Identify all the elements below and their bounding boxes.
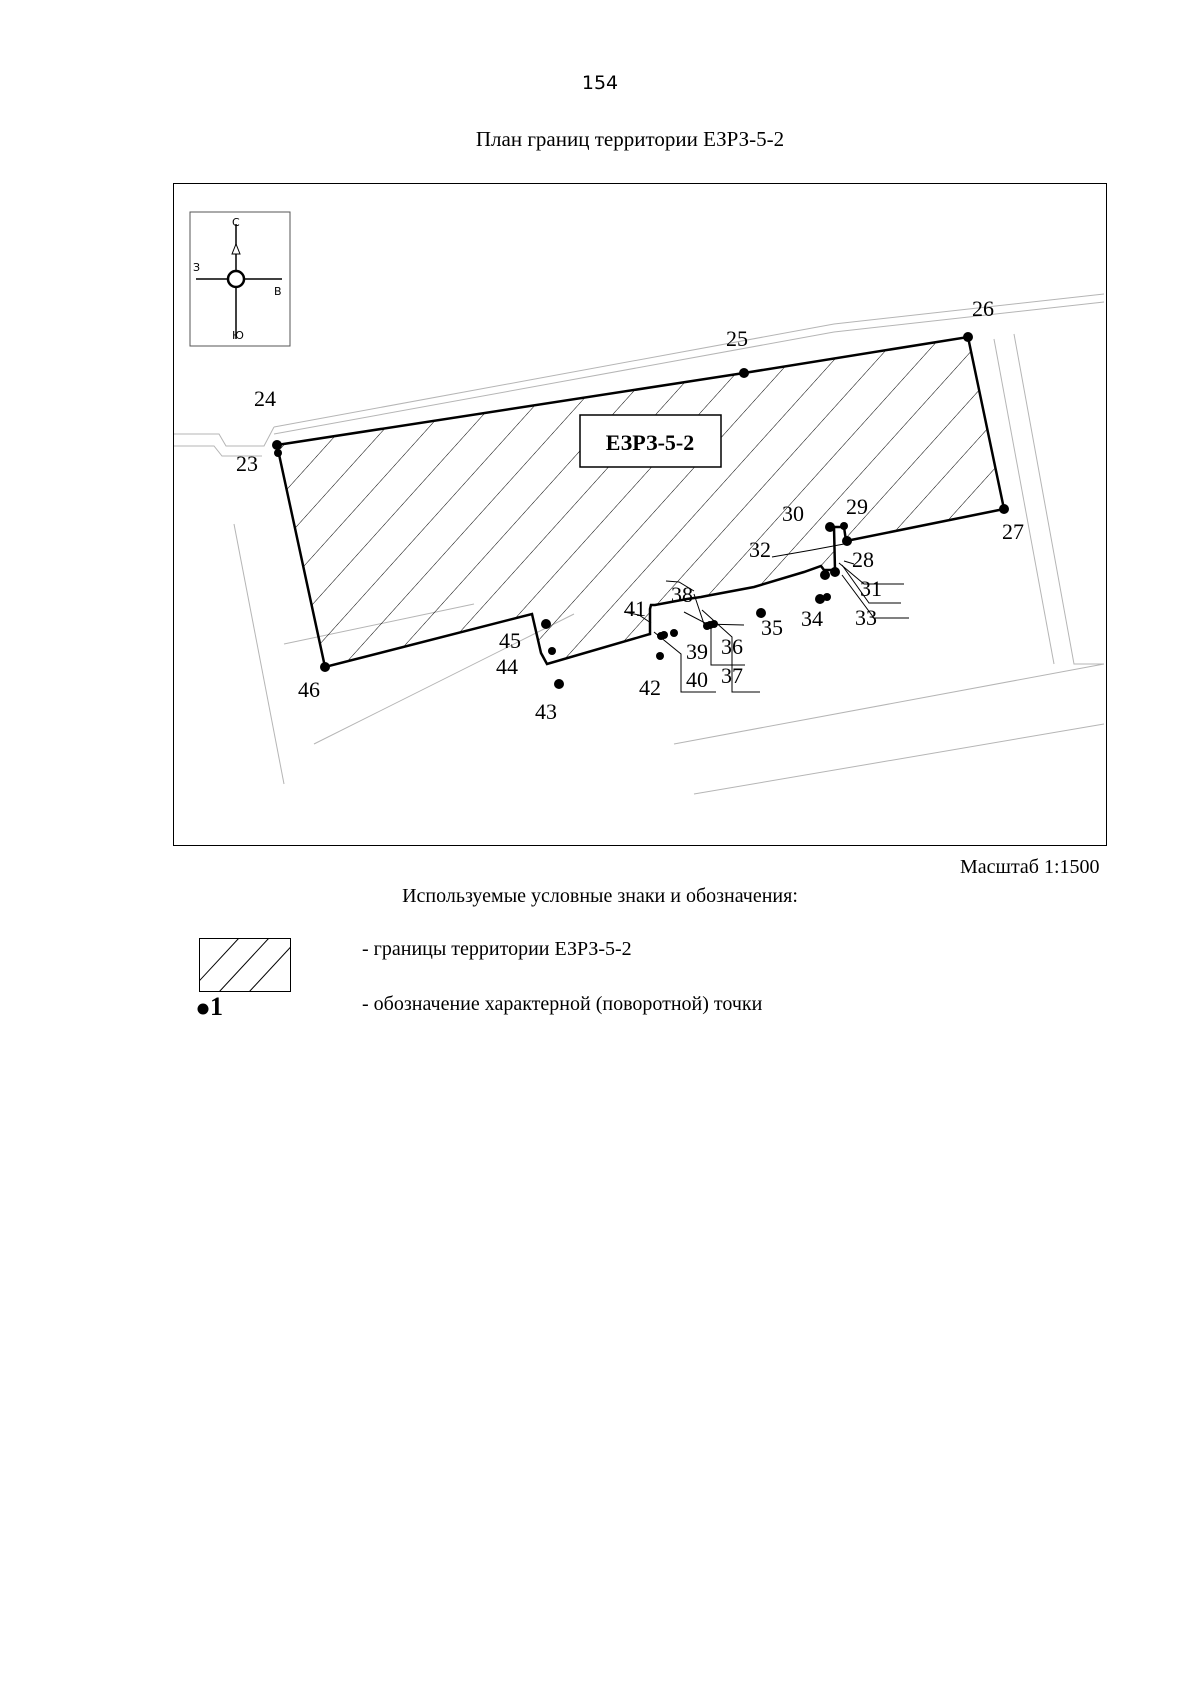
point-42: [656, 652, 664, 660]
boundary-map: [174, 184, 1105, 844]
point-27: [999, 504, 1009, 514]
map-scale: Масштаб 1:1500: [960, 856, 1100, 878]
point-44: [548, 647, 556, 655]
legend-boundary-text: - границы территории ЕЗРЗ-5-2: [362, 938, 632, 960]
point-45: [541, 619, 551, 629]
point-label: 30: [782, 501, 804, 526]
point-26: [963, 332, 973, 342]
compass-east: В: [274, 285, 282, 298]
point-32: [820, 570, 830, 580]
point-43: [554, 679, 564, 689]
zone-label: ЕЗРЗ-5-2: [605, 430, 695, 455]
point-23: [274, 449, 282, 457]
map-frame: [173, 183, 1107, 846]
point-label: 29: [846, 494, 868, 519]
point-38: [706, 621, 714, 629]
point-label: 26: [972, 296, 994, 321]
point-label: 42: [639, 675, 661, 700]
legend-point-number: 1: [210, 992, 223, 1020]
legend-point-sample: [196, 990, 246, 1020]
point-34: [815, 594, 825, 604]
point-41: [657, 632, 665, 640]
point-label: 45: [499, 628, 521, 653]
point-46: [320, 662, 330, 672]
compass-west: З: [193, 261, 201, 274]
point-label: 34: [801, 606, 823, 631]
point-label: 27: [1002, 519, 1024, 544]
legend-hatch-swatch: [199, 938, 291, 992]
point-label: 43: [535, 699, 557, 724]
plan-title: План границ территории ЕЗРЗ-5-2: [475, 127, 785, 151]
compass-south: Ю: [232, 329, 244, 342]
point-28: [842, 536, 852, 546]
point-label: 33: [855, 605, 877, 630]
point-label: 41: [624, 596, 646, 621]
point-icon: [198, 1004, 209, 1015]
point-label: 35: [761, 615, 783, 640]
legend-point-text: - обозначение характерной (поворотной) точки: [362, 993, 763, 1015]
point-25: [739, 368, 749, 378]
zone-label-box: [580, 415, 721, 467]
point-label: 36: [721, 634, 743, 659]
compass-north: С: [232, 216, 240, 229]
page-number: 154: [581, 72, 619, 94]
legend-heading: Используемые условные знаки и обозначения:: [402, 885, 798, 907]
point-label: 31: [860, 576, 882, 601]
point-label: 37: [721, 663, 743, 688]
point-29: [840, 522, 848, 530]
point-label: 32: [749, 537, 771, 562]
point-label: 25: [726, 326, 748, 351]
point-label: 46: [298, 677, 320, 702]
point-24: [272, 440, 282, 450]
point-31: [830, 567, 840, 577]
point-30: [825, 522, 835, 532]
compass-rose-icon: [190, 212, 290, 346]
point-label: 39: [686, 639, 708, 664]
point-label: 24: [254, 386, 276, 411]
point-label: 28: [852, 547, 874, 572]
point-label: 40: [686, 667, 708, 692]
point-39: [670, 629, 678, 637]
point-label: 44: [496, 654, 518, 679]
point-label: 38: [671, 582, 693, 607]
point-label: 23: [236, 451, 258, 476]
